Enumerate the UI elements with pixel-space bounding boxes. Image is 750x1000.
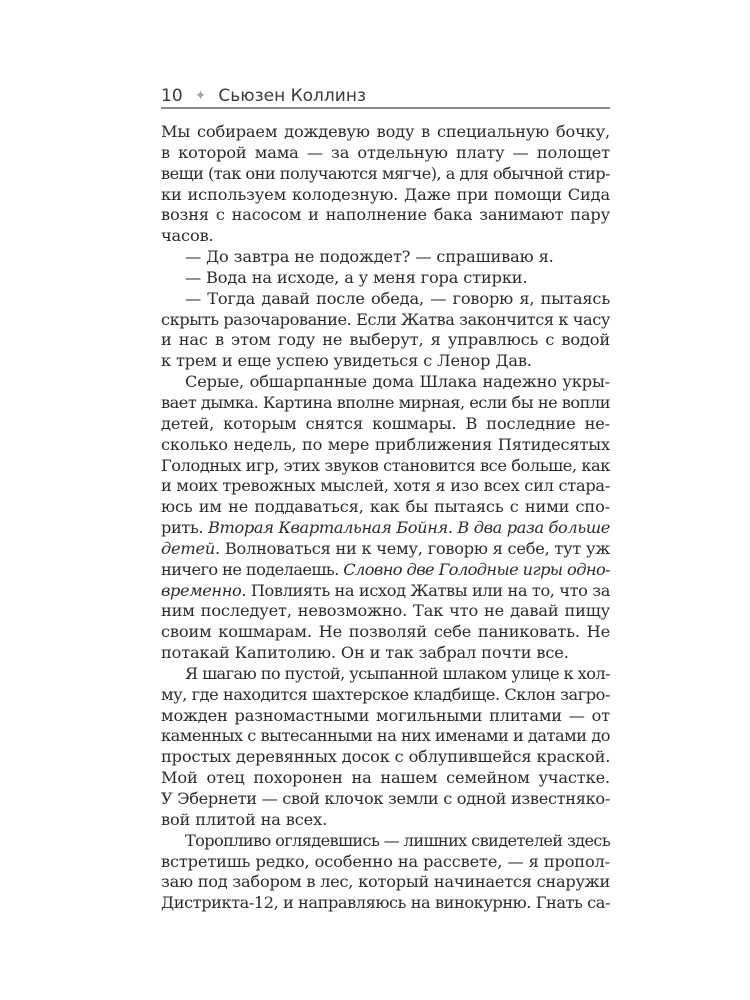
text-line: детей, которым снятся кошмары. В последние не- — [161, 413, 610, 433]
text-line: ки используем колодезную. Даже при помощи Сида — [161, 184, 610, 204]
text-line: скрыть разочарование. Если Жатва закончится к часу — [161, 309, 610, 329]
text-line: и моих тревожных мыслей, хотя я изо всех сил стара- — [161, 476, 610, 496]
text-line: вой плитой на всех. — [161, 809, 328, 829]
text-line: потакай Капитолию. Он и так забрал почти все. — [161, 643, 569, 663]
text-line — [161, 581, 610, 602]
text-line — [161, 539, 610, 560]
italic-text: детей. — [161, 538, 220, 558]
page-number: 10 — [161, 86, 183, 106]
text-line: — Тогда давай после обеда, — говорю я, пытаясь — [185, 288, 610, 308]
text-line: часов. — [161, 226, 214, 246]
text-line: — До завтра не подождет? — спрашиваю я. — [185, 247, 554, 267]
text-line: Мы собираем дождевую воду в специальную бочку, — [161, 122, 610, 141]
text-line: сколько недель, по мере приближения Пятидесятых — [161, 434, 610, 454]
text-line: простых деревянных досок с облупившейся краской. — [161, 747, 611, 767]
text-line: в которой мама — за отдельную плату — полощет — [161, 142, 610, 162]
running-head — [161, 84, 610, 108]
text-line: своим кошмарам. Не позволяй себе паниковать. Не — [161, 622, 610, 642]
text-segment: Волноваться ни к чему, говорю я себе, тут уж — [219, 538, 610, 558]
italic-text: Словно две Голодные игры одно- — [343, 559, 610, 579]
italic-text: временно. — [161, 580, 247, 600]
ornament-star-icon: ✦ — [194, 88, 207, 104]
text-line: — Вода на исходе, а у меня гора стирки. — [185, 267, 528, 287]
text-line: юсь им не поддаваться, как бы пытаясь с ними спо- — [161, 497, 610, 517]
text-line: му, где находится шахтерское кладбище. Склон загро- — [161, 684, 610, 704]
text-line: вещи (так они получаются мягче), а для обычной стир- — [161, 163, 610, 183]
header-rule — [161, 107, 610, 109]
text-line: можден разномастными могильными плитами — от — [161, 705, 610, 725]
text-line: Торопливо оглядевшись — лишних свидетелей здесь — [185, 830, 610, 850]
text-line: Мой отец похоронен на нашем семейном участке. — [161, 768, 610, 788]
text-line: ним последует, невозможно. Так что не давай пищу — [161, 601, 610, 621]
italic-text: Вторая Квартальная Бойня. В два раза больше — [208, 518, 611, 538]
text-segment: ничего не поделаешь. — [161, 559, 344, 579]
text-line: каменных с вытесанными на них именами и датами до — [161, 726, 610, 746]
text-line — [161, 518, 610, 539]
text-line: возня с насосом и наполнение бака занимают пару — [161, 205, 610, 225]
text-line — [161, 560, 610, 581]
text-line: вает дымка. Картина вполне мирная, если бы не вопли — [161, 392, 610, 412]
text-line: к трем и еще успею увидеться с Ленор Дав. — [161, 351, 532, 371]
text-line: встретишь редко, особенно на рассвете, — я пропол- — [161, 851, 610, 871]
text-line: Дистрикта-12, и направляюсь на винокурню. Гнать са- — [161, 893, 610, 913]
text-line: Голодных игр, этих звуков становится все больше, как — [161, 455, 610, 475]
text-line: Я шагаю по пустой, усыпанной шлаком улице к хол- — [185, 663, 610, 683]
text-line: У Эбернети — свой клочок земли с одной известняко- — [161, 789, 610, 808]
body-text — [161, 122, 610, 914]
text-line: и нас в этом году не выберут, я управлюсь с водой — [161, 330, 610, 350]
author-name: Сьюзен Коллинз — [218, 86, 366, 106]
text-line: Серые, обшарпанные дома Шлака надежно укры- — [185, 372, 610, 392]
text-segment: Повлиять на исход Жатвы или на то, что за — [246, 580, 610, 600]
text-segment: рить. — [161, 518, 209, 538]
text-line: заю под забором в лес, который начинается снаружи — [161, 872, 610, 892]
